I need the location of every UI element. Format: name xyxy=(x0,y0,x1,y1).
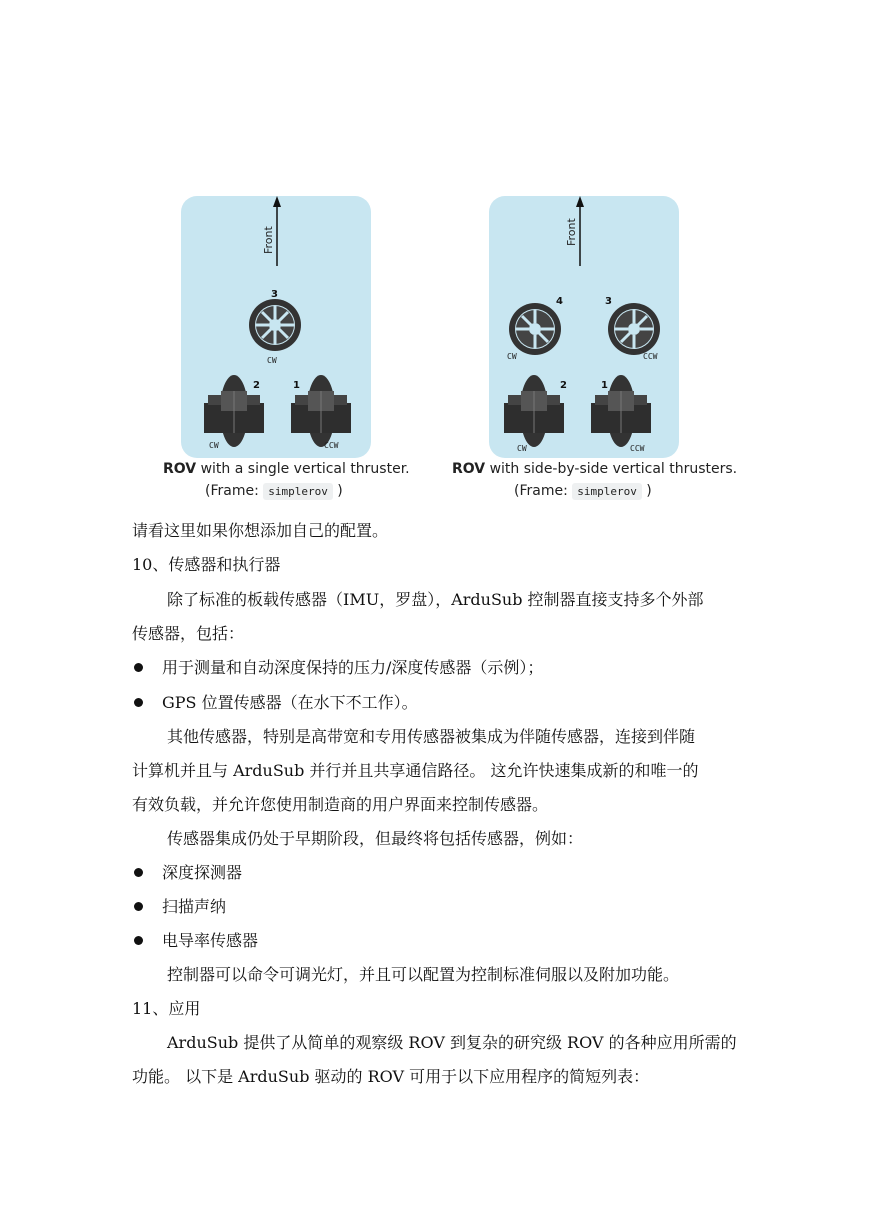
rov-diagram-side-by-side xyxy=(489,196,679,458)
paragraph-line: 计算机并且与 ArduSub 并行并且共享通信路径。 这允许快速集成新的和唯一的 xyxy=(132,761,699,780)
thruster-rotation: CW xyxy=(267,356,277,365)
frame-prefix: (Frame: xyxy=(205,483,264,499)
caption-bold: ROV xyxy=(452,461,486,477)
thruster-rotation: CCW xyxy=(643,352,658,361)
thruster-rotation: CW xyxy=(517,444,527,453)
vertical-thruster-3 xyxy=(608,303,660,355)
front-label: Front xyxy=(262,226,275,254)
front-label: Front xyxy=(565,218,578,246)
paragraph-line: 传感器，包括： xyxy=(132,624,245,643)
paragraph-line: 其他传感器，特别是高带宽和专用传感器被集成为伴随传感器，连接到伴随 xyxy=(167,727,696,746)
figure-single-vertical-thruster xyxy=(181,196,371,458)
thruster-number: 1 xyxy=(601,380,608,391)
horizontal-thruster-2 xyxy=(504,375,564,447)
thruster-number: 2 xyxy=(253,380,260,391)
bullet-dot xyxy=(134,902,143,911)
rov-diagram-single xyxy=(181,196,371,458)
paragraph-line: 控制器可以命令可调光灯，并且可以配置为控制标准伺服以及附加功能。 xyxy=(167,965,680,984)
horizontal-thruster-1 xyxy=(291,375,351,447)
caption-right xyxy=(452,461,737,477)
bullet-dot xyxy=(134,663,143,672)
frame-prefix: (Frame: xyxy=(514,483,573,499)
bullet-item: 扫描声纳 xyxy=(162,897,227,916)
vertical-thruster-4 xyxy=(509,303,561,355)
figure-side-by-side-vertical-thrusters xyxy=(489,196,679,458)
thruster-rotation: CW xyxy=(507,352,517,361)
horizontal-thruster-1 xyxy=(591,375,651,447)
frame-code: simplerov xyxy=(263,483,333,500)
bullet-item: 用于测量和自动深度保持的压力/深度传感器（示例）； xyxy=(162,658,544,677)
caption-left xyxy=(163,461,410,477)
thruster-number: 3 xyxy=(271,289,278,300)
bullet-dot xyxy=(134,698,143,707)
thruster-rotation: CW xyxy=(209,441,219,450)
thruster-number: 4 xyxy=(556,296,563,307)
body-line: 请看这里如果你想添加自己的配置。 xyxy=(132,521,389,540)
paragraph-line: 除了标准的板载传感器（IMU，罗盘），ArduSub 控制器直接支持多个外部 xyxy=(167,590,704,609)
bullet-item: GPS 位置传感器（在水下不工作）。 xyxy=(162,693,418,712)
caption-text: with a single vertical thruster. xyxy=(196,461,410,477)
paragraph-line: 传感器集成仍处于早期阶段，但最终将包括传感器，例如： xyxy=(167,829,584,848)
bullet-dot xyxy=(134,936,143,945)
paragraph-line: 功能。 以下是 ArduSub 驱动的 ROV 可用于以下应用程序的简短列表： xyxy=(132,1067,650,1086)
frame-caption-right xyxy=(514,483,652,499)
section-heading-10: 10、传感器和执行器 xyxy=(132,555,281,574)
vertical-thruster-3 xyxy=(249,299,301,351)
frame-code: simplerov xyxy=(572,483,642,500)
frame-suffix: ) xyxy=(641,483,652,499)
paragraph-line: ArduSub 提供了从简单的观察级 ROV 到复杂的研究级 ROV 的各种应用所需的 xyxy=(167,1033,737,1052)
front-arrow-head xyxy=(576,196,584,207)
bullet-item: 深度探测器 xyxy=(162,863,243,882)
thruster-number: 2 xyxy=(560,380,567,391)
front-arrow-head xyxy=(273,196,281,207)
caption-bold: ROV xyxy=(163,461,197,477)
section-heading-11: 11、应用 xyxy=(132,999,201,1018)
bullet-dot xyxy=(134,868,143,877)
frame-caption-left xyxy=(205,483,343,499)
thruster-number: 1 xyxy=(293,380,300,391)
paragraph-line: 有效负载，并允许您使用制造商的用户界面来控制传感器。 xyxy=(132,795,549,814)
thruster-rotation: CCW xyxy=(324,441,339,450)
thruster-number: 3 xyxy=(605,296,612,307)
bullet-item: 电导率传感器 xyxy=(162,931,259,950)
frame-suffix: ) xyxy=(332,483,343,499)
caption-text: with side-by-side vertical thrusters. xyxy=(485,461,738,477)
thruster-rotation: CCW xyxy=(630,444,645,453)
